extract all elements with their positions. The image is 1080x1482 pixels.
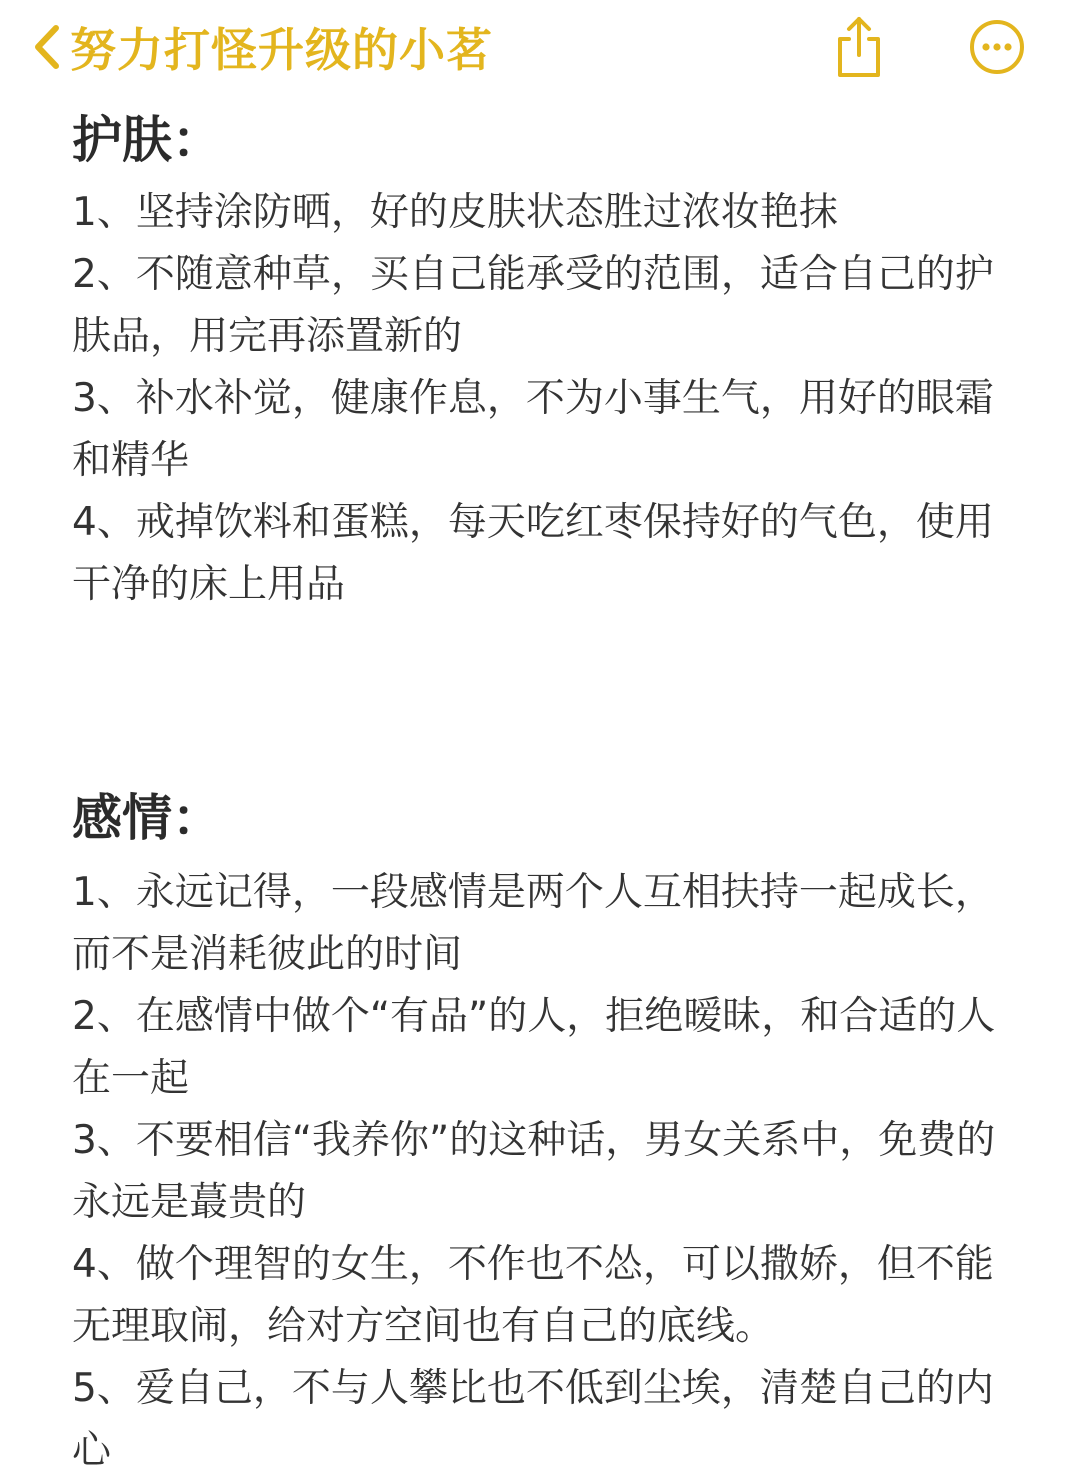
back-button[interactable]	[28, 12, 493, 82]
more-button[interactable]	[964, 14, 1030, 80]
relationship-list	[72, 862, 1032, 1482]
section-heading: 护肤：	[72, 111, 222, 169]
note-body[interactable]	[72, 104, 1032, 1482]
list-item: 1、永远记得，一段感情是两个人互相扶持一起成长，而不是消耗彼此的时间	[72, 870, 994, 977]
list-item: 5、爱自己，不与人攀比也不低到尘埃，清楚自己的内心	[72, 1366, 994, 1473]
skincare-list	[72, 182, 1032, 616]
list-item: 4、做个理智的女生，不作也不怂，可以撒娇，但不能无理取闹，给对方空间也有自己的底线。	[72, 1242, 994, 1349]
list-item: 2、不随意种草，买自己能承受的范围，适合自己的护肤品，用完再添置新的	[72, 252, 994, 359]
list-item: 3、不要相信“我养你”的这种话，男女关系中，免费的永远是蕞贵的	[72, 1118, 996, 1225]
more-icon	[967, 17, 1027, 77]
list-item: 1、坚持涂防晒，好的皮肤状态胜过浓妆艳抹	[72, 190, 838, 235]
share-button[interactable]	[826, 14, 892, 80]
list-item: 2、在感情中做个“有品”的人，拒绝暧昧，和合适的人在一起	[72, 994, 996, 1101]
section-heading: 感情：	[72, 789, 222, 847]
navigation-bar	[0, 0, 1080, 100]
skincare-section	[72, 104, 1032, 616]
list-item: 3、补水补觉，健康作息，不为小事生气，用好的眼霜和精华	[72, 376, 994, 483]
back-title: 努力打怪升级的小茗	[70, 23, 493, 77]
relationship-section	[72, 782, 1032, 1482]
chevron-left-icon	[28, 22, 68, 72]
list-item: 4、戒掉饮料和蛋糕，每天吃红枣保持好的气色，使用干净的床上用品	[72, 500, 994, 607]
share-icon	[832, 15, 886, 79]
